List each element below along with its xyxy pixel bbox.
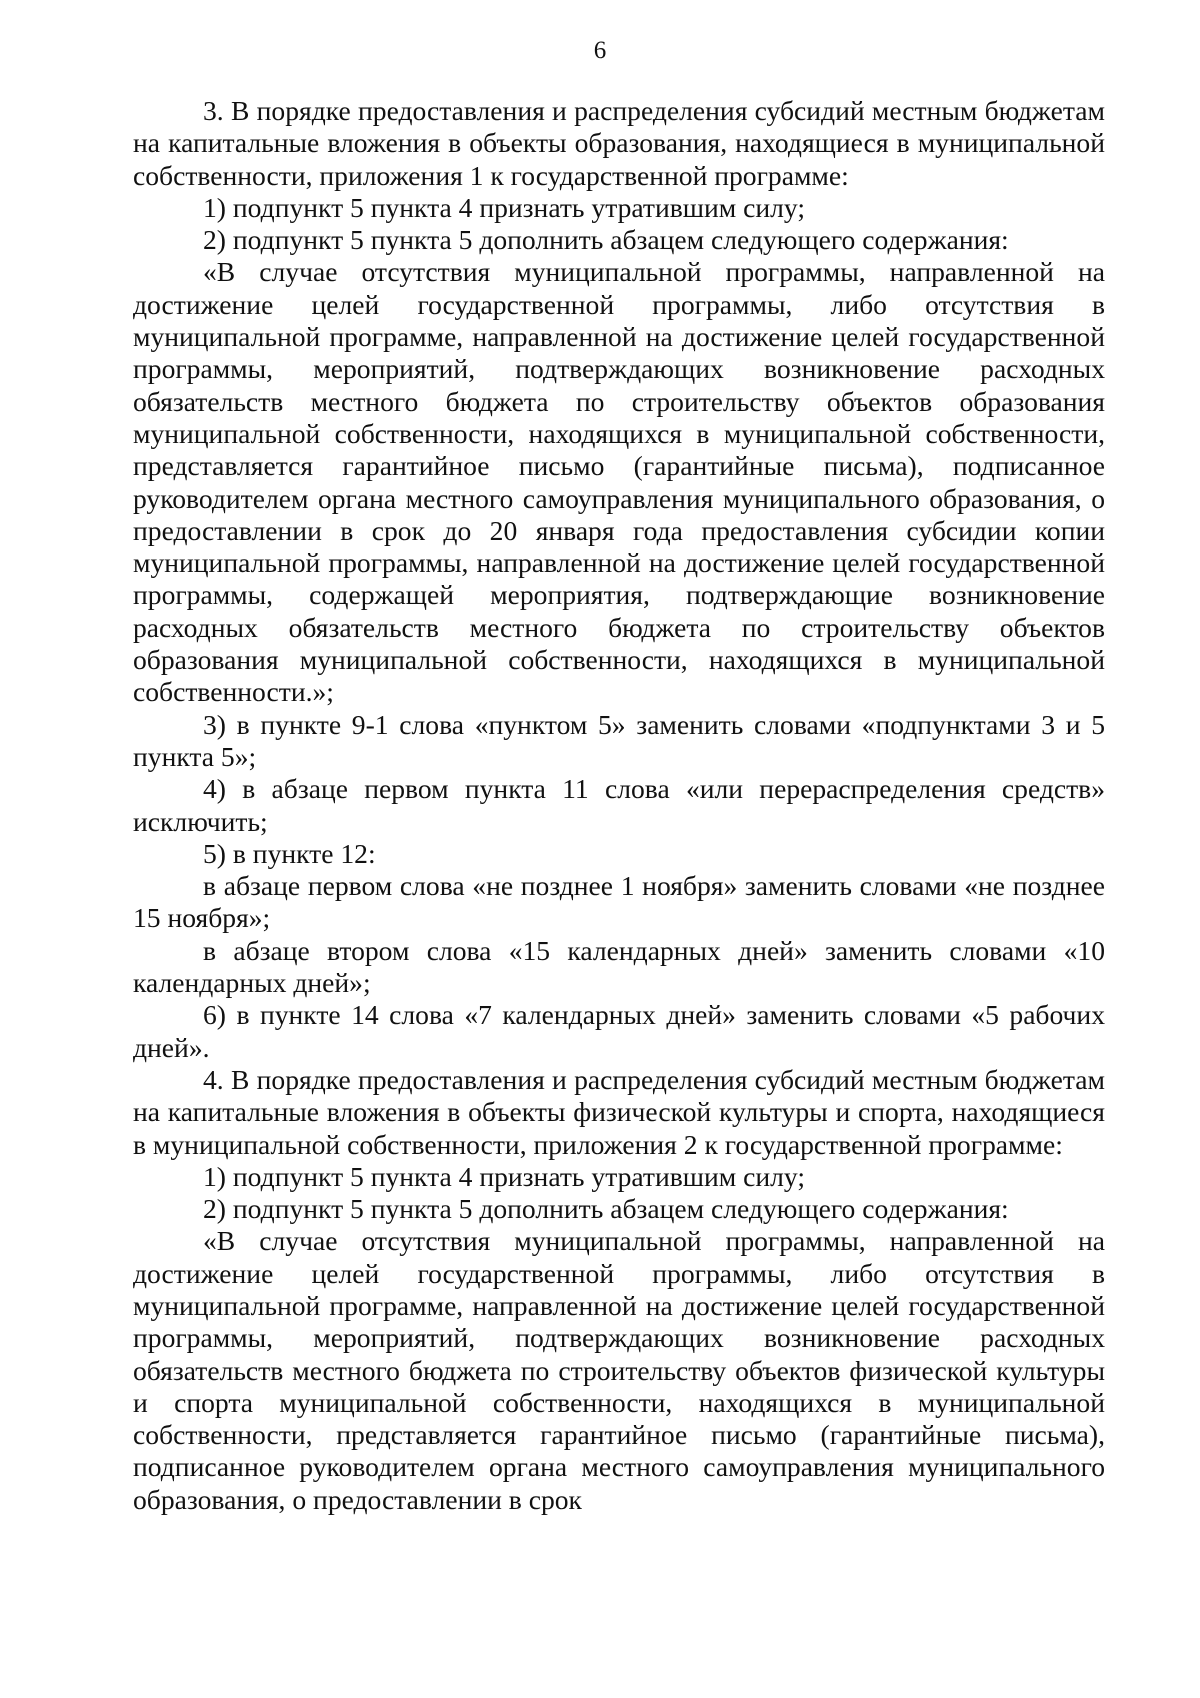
paragraph-subitem-5-first: в абзаце первом слова «не позднее 1 ноября» заменить словами «не позднее 15 ноября»;: [133, 870, 1105, 934]
document-body: [133, 95, 1105, 1516]
paragraph-quoted-text-b: «В случае отсутствия муниципальной программы, направленной на достижение целей государственной программы, либо отсутствия в муниципальной программе, направленной на достижение целей государственной программы, мероприятий, подтверждающих возникновение расходных обязательств местного бюджета по строительству объектов физической культуры и спорта муниципальной собственности, находящихся в муниципальной собственности, представляется гарантийное письмо (гарантийные письма), подписанное руководителем органа местного самоуправления муниципального образования, о предоставлении в срок: [133, 1225, 1105, 1515]
paragraph-subitem-5: 5) в пункте 12:: [203, 837, 376, 869]
paragraph-subitem-3: 3) в пункте 9-1 слова «пунктом 5» заменить словами «подпунктами 3 и 5 пункта 5»;: [133, 708, 1105, 772]
paragraph-subitem-2: 2) подпункт 5 пункта 5 дополнить абзацем следующего содержания:: [203, 224, 1009, 256]
paragraph-subitem-2b: 2) подпункт 5 пункта 5 дополнить абзацем следующего содержания:: [203, 1193, 1009, 1225]
paragraph-subitem-1: 1) подпункт 5 пункта 4 признать утратившим силу;: [203, 191, 806, 223]
paragraph-subitem-1b: 1) подпункт 5 пункта 4 признать утратившим силу;: [203, 1160, 806, 1192]
paragraph-item-4-intro: 4. В порядке предоставления и распределения субсидий местным бюджетам на капитальные вложения в объекты физической культуры и спорта, находящиеся в муниципальной собственности, приложения 2 к государственной программе:: [133, 1063, 1105, 1160]
paragraph-subitem-6: 6) в пункте 14 слова «7 календарных дней» заменить словами «5 рабочих дней».: [133, 999, 1105, 1063]
paragraph-item-3-intro: 3. В порядке предоставления и распределения субсидий местным бюджетам на капитальные вложения в объекты образования, находящиеся в муниципальной собственности, приложения 1 к государственной программе:: [133, 95, 1105, 191]
paragraph-quoted-text: «В случае отсутствия муниципальной программы, направленной на достижение целей государственной программы, либо отсутствия в муниципальной программе, направленной на достижение целей государственной программы, мероприятий, подтверждающих возникновение расходных обязательств местного бюджета по строительству объектов образования муниципальной собственности, находящихся в муниципальной собственности, представляется гарантийное письмо (гарантийные письма), подписанное руководителем органа местного самоуправления муниципального образования, о предоставлении в срок до 20 января года предоставления субсидии копии муниципальной программы, направленной на достижение целей государственной программы, содержащей мероприятия, подтверждающие возникновение расходных обязательств местного бюджета по строительству объектов образования муниципальной собственности, находящихся в муниципальной собственности.»;: [133, 256, 1105, 708]
page-number: 6: [593, 37, 607, 64]
paragraph-subitem-4: 4) в абзаце первом пункта 11 слова «или перераспределения средств» исключить;: [133, 773, 1105, 837]
paragraph-subitem-5-second: в абзаце втором слова «15 календарных дней» заменить словами «10 календарных дней»;: [133, 934, 1105, 999]
